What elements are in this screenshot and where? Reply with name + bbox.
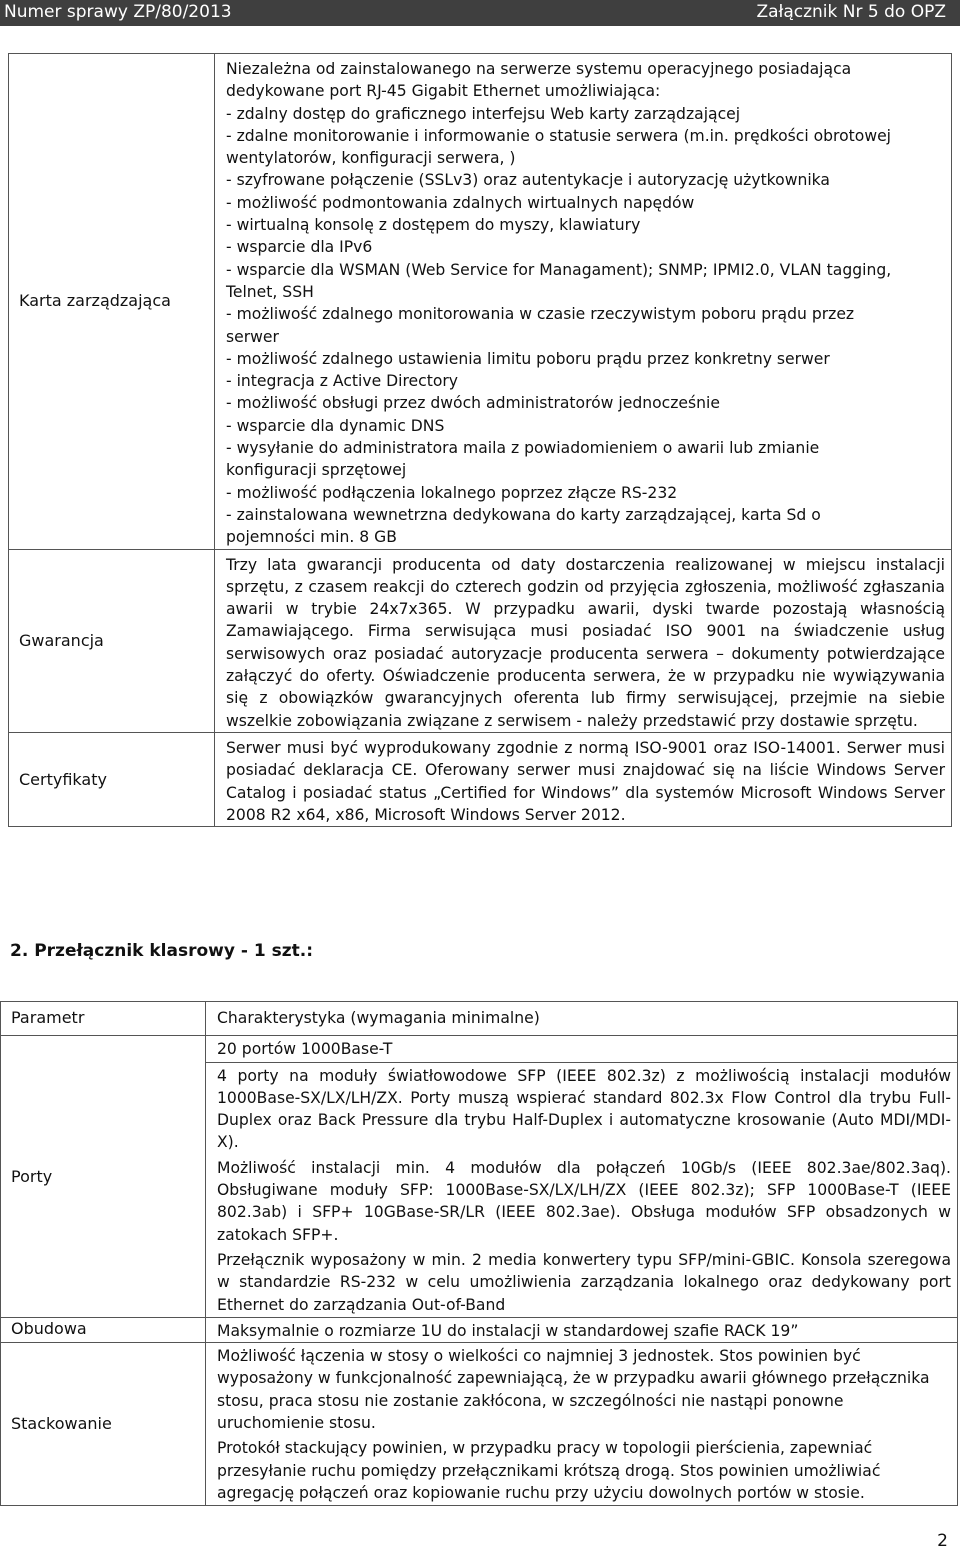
spec-line: - integracja z Active Directory — [226, 372, 458, 391]
spec-line: Telnet, SSH — [226, 282, 314, 301]
spec-line: pojemności min. 8 GB — [226, 528, 397, 547]
table-row — [1, 1343, 958, 1506]
management-card-spec — [215, 54, 952, 550]
ports-spec — [206, 1036, 958, 1318]
ports-item: Możliwość instalacji min. 4 modułów dla połączeń 10Gb/s (IEEE 802.3ae/802.3aq). Obsługiwane moduły SFP: 1000Base-SX/LX/LH/ZX (IEEE 802.3z); SFP 1000Base-T (IEEE 802.3ab) i SFP+ 10GBase-SR/LR (IEEE 802.3ae). Obsługa modułów SFP obsadzonych w zatokach SFP+. — [217, 1158, 951, 1244]
ports-item: Przełącznik wyposażony w min. 2 media konwertery typu SFP/mini-GBIC. Konsola szeregowa w standardzie RS-232 w celu umożliwienia zarządzania lokalnego oraz dedykowany port Ethernet do zarządzania Out-of-Band — [217, 1250, 951, 1314]
spec-line: - możliwość zdalnego ustawienia limitu poboru prądu przez konkretny serwer — [226, 349, 830, 368]
table-row — [1, 1317, 958, 1342]
row-label: Certyfikaty — [9, 732, 215, 826]
spec-line: - możliwość podłączenia lokalnego poprzez złącze RS-232 — [226, 483, 678, 502]
page-number: 2 — [937, 1531, 948, 1551]
spec-line: - wirtualną konsolę z dostępem do myszy, klawiatury — [226, 216, 641, 235]
spec-line: konfiguracji sprzętowej — [226, 461, 407, 480]
attachment-label: Załącznik Nr 5 do OPZ — [756, 2, 946, 22]
spec-line: - wysyłanie do administratora maila z powiadomieniem o awarii lub zmianie — [226, 439, 820, 458]
table-header-row — [1, 1002, 958, 1036]
server-spec-table — [8, 53, 952, 827]
spec-line: - szyfrowane połączenie (SSLv3) oraz autentykacje i autoryzację użytkownika — [226, 171, 830, 190]
spec-line: - możliwość podmontowania zdalnych wirtualnych napędów — [226, 193, 695, 212]
case-number: Numer sprawy ZP/80/2013 — [4, 2, 232, 22]
spec-line: - zdalny dostęp do graficznego interfejsu Web karty zarządzającej — [226, 104, 741, 123]
spec-line: - wsparcie dla dynamic DNS — [226, 416, 445, 435]
spec-line: - wsparcie dla WSMAN (Web Service for Managament); SNMP; IPMI2.0, VLAN tagging, — [226, 260, 892, 279]
spec-line: - możliwość obsługi przez dwóch administratorów jednocześnie — [226, 394, 720, 413]
ports-item: 4 porty na moduły światłowodowe SFP (IEEE 802.3z) z możliwością instalacji modułów 1000Base-SX/LX/LH/ZX. Porty muszą wspierać standard 802.3x Flow Control dla trybu Full-Duplex oraz Back Pressure dla trybu Half-Duplex i automatyczne krosowanie (Auto MDI/MDI-X). — [206, 1062, 957, 1155]
switch-spec-table — [0, 1001, 958, 1506]
row-label: Karta zarządzająca — [9, 54, 215, 550]
spec-line: wentylatorów, konfiguracji serwera, ) — [226, 149, 516, 168]
column-header-param: Parametr — [1, 1002, 206, 1036]
ports-item: 20 portów 1000Base-T — [217, 1040, 393, 1059]
spec-line: serwer — [226, 327, 279, 346]
spec-line: - możliwość zdalnego monitorowania w czasie rzeczywistym poboru prądu przez — [226, 305, 855, 324]
table-row — [9, 54, 952, 550]
row-label: Obudowa — [1, 1317, 206, 1342]
table-row — [1, 1036, 958, 1318]
column-header-char: Charakterystyka (wymagania minimalne) — [206, 1002, 958, 1036]
page-header — [0, 0, 960, 26]
spec-line: - zainstalowana wewnetrzna dedykowana do karty zarządzającej, karta Sd o — [226, 505, 821, 524]
spec-line: - zdalne monitorowanie i informowanie o statusie serwera (m.in. prędkości obrotowej — [226, 126, 891, 145]
table-row — [9, 549, 952, 732]
housing-spec: Maksymalnie o rozmiarze 1U do instalacji w standardowej szafie RACK 19” — [206, 1317, 958, 1342]
section-title: 2. Przełącznik klasrowy - 1 szt.: — [10, 941, 313, 961]
spec-line: Niezależna od zainstalowanego na serwerze systemu operacyjnego posiadająca — [226, 60, 852, 78]
table-row — [9, 732, 952, 826]
row-label: Gwarancja — [9, 549, 215, 732]
stacking-spec — [206, 1343, 958, 1506]
row-label: Stackowanie — [1, 1343, 206, 1506]
spec-line: dedykowane port RJ-45 Gigabit Ethernet umożliwiająca: — [226, 82, 661, 101]
spec-line: - wsparcie dla IPv6 — [226, 238, 373, 257]
certificates-spec: Serwer musi być wyprodukowany zgodnie z normą ISO-9001 oraz ISO-14001. Serwer musi posiadać deklaracja CE. Oferowany serwer musi znajdować się na liście Windows Server Catalog i posiadać status „Certified for Windows” dla systemów Microsoft Windows Server 2008 R2 x64, x86, Microsoft Windows Server 2012. — [215, 732, 952, 826]
warranty-spec: Trzy lata gwarancji producenta od daty dostarczenia realizowanej w miejscu instalacji sprzętu, z czasem reakcji do czterech godzin od przyjęcia zgłoszenia, możliwość zgłaszania awarii w trybie 24x7x365. W przypadku awarii, dyski twarde pozostają własnością Zamawiającego. Firma serwisująca musi posiadać ISO 9001 na świadczenie usług serwisowych oraz posiadać autoryzacje producenta serwera – dokumenty potwierdzające załączyć do oferty. Oświadczenie producenta serwera, że w przypadku nie wywiązywania się z obowiązków gwarancyjnych oferenta lub firmy serwisującej, przejmie na siebie wszelkie zobowiązania związane z serwisem - należy przedstawić przy dostawie sprzętu. — [215, 549, 952, 732]
stacking-item: Protokół stackujący powinien, w przypadku pracy w topologii pierścienia, zapewniać przesyłanie ruchu pomiędzy przełącznikami krótszą drogą. Stos powinien umożliwiać agregację połączeń oraz kopiowanie ruchu przy użyciu dowolnych portów w stosie. — [217, 1439, 881, 1502]
stacking-item: Możliwość łączenia w stosy o wielkości co najmniej 3 jednostek. Stos powinien być wyposażony w funkcjonalność zapewniającą, że w przypadku awarii głównego przełącznika stosu, praca stosu nie zostanie zakłócona, w szczególności nie nastąpi ponowne uruchomienie stosu. — [217, 1347, 930, 1433]
row-label: Porty — [1, 1036, 206, 1318]
